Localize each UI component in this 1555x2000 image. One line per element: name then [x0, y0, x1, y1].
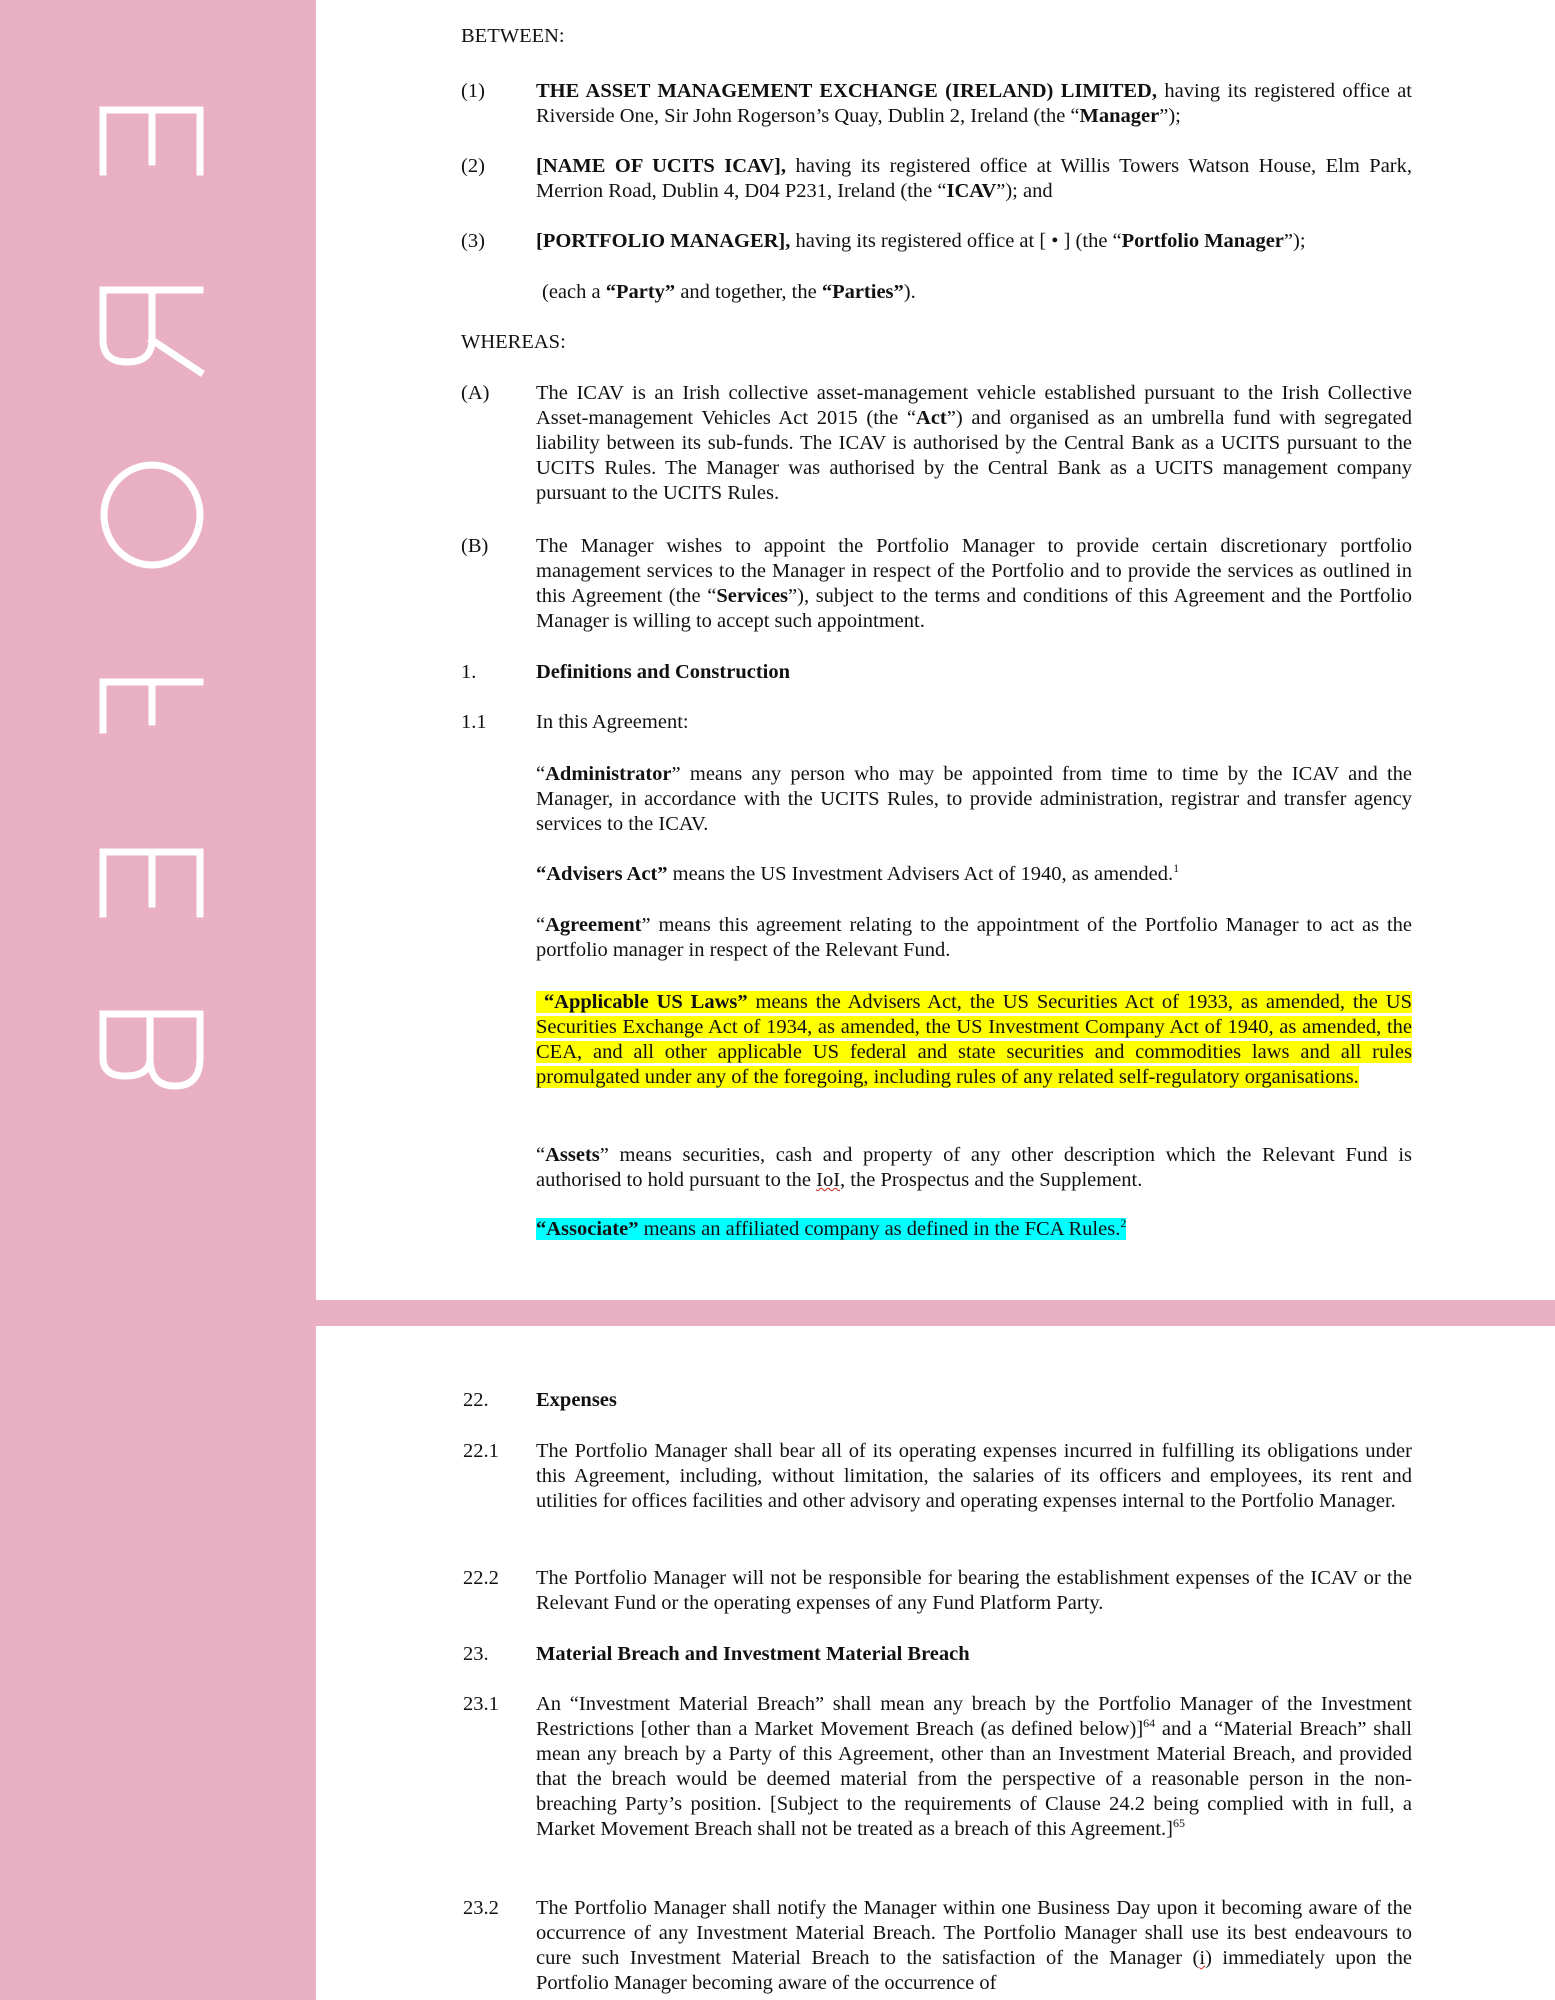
between-heading: BETWEEN:	[461, 25, 565, 47]
spellcheck-underline: IoI	[816, 1169, 841, 1191]
clause-22-1: 22.1 The Portfolio Manager shall bear all of its operating expenses incurred in fulfilling its obligations under this Agreement, including, without limitation, the salaries of its officers and employees, its rent and utilities for offices facilities and other advisory and operating expenses internal to the Portfolio Manager.	[463, 1440, 1412, 1512]
party-2: (2) [NAME OF UCITS ICAV], having its registered office at Willis Towers Watson House, Elm Park, Merrion Road, Dublin 4, D04 P231, Ireland (the “ICAV”); and	[461, 155, 1413, 202]
clause-23-2: 23.2 The Portfolio Manager shall notify the Manager within one Business Day upon it becoming aware of the occurrence of any Investment Material Breach. The Portfolio Manager shall use its best endeavours to cure such Investment Material Breach to the satisfaction of the Manager (i) immediately upon the Portfolio Manager becoming aware of the occurrence of	[463, 1897, 1412, 1994]
highlight-cyan: “Associate” means an affiliated company as defined in the FCA Rules.$^2$	[536, 1216, 1127, 1240]
recital-a: (A) The ICAV is an Irish collective asset-management vehicle established pursuant to the Irish Collective Asset-management Vehicles Act 2015 (the “Act”) and organised as an umbrella fund with segregated liability between its sub-funds. The ICAV is authorised by the Central Bank as a UCITS pursuant to the UCITS Rules. The Manager was authorised by the Central Bank as a UCITS management company pursuant to the UCITS Rules.	[461, 382, 1412, 504]
before-sidebar	[0, 0, 316, 2000]
definition-advisers-act: “Advisers Act” means the US Investment Advisers Act of 1940, as amended.$^1$	[536, 861, 1180, 885]
party-1: (1) THE ASSET MANAGEMENT EXCHANGE (IRELAND) LIMITED, having its registered office at Riverside One, Sir John Rogerson’s Quay, Dublin 2, Ireland (the “Manager”);	[461, 80, 1412, 127]
definition-associate	[536, 1217, 1412, 1242]
section-22-heading: 22. Expenses	[463, 1389, 617, 1411]
spellcheck-underline: i	[1199, 1947, 1206, 1969]
definition-assets: “Assets” means securities, cash and property of any other description which the Relevant Fund is authorised to hold pursuant to the IoI, the Prospectus and the Supplement.	[536, 1144, 1412, 1191]
clause-22-2: 22.2 The Portfolio Manager will not be responsible for bearing the establishment expenses of the ICAV or the Relevant Fund or the operating expenses of any Fund Platform Party.	[463, 1567, 1412, 1614]
document-page-1	[316, 0, 1555, 1300]
highlight-yellow: “Applicable US Laws” means the Advisers Act, the US Securities Act of 1933, as amended, the US Securities Exchange Act of 1934, as amended, the US Investment Company Act of 1940, as amended, the CEA, and all other applicable US federal and state securities and commodities laws and all rules promulgated under any of the foregoing, including rules of any related self-regulatory organisations.	[536, 991, 1412, 1088]
definition-agreement: “Agreement” means this agreement relating to the appointment of the Portfolio Manager to act as the portfolio manager in respect of the Relevant Fund.	[536, 914, 1412, 961]
party-3: (3) [PORTFOLIO MANAGER], having its registered office at [ • ] (the “Portfolio Manager”);	[461, 230, 1306, 252]
whereas-heading: WHEREAS:	[461, 331, 566, 353]
definition-administrator: “Administrator” means any person who may be appointed from time to time by the ICAV and the Manager, in accordance with the UCITS Rules, to provide administration, registrar and transfer agency services to the ICAV.	[536, 763, 1412, 835]
clause-1-1: 1.1 In this Agreement:	[461, 711, 689, 733]
before-label-graphic	[95, 100, 225, 1120]
definition-applicable-us-laws	[536, 990, 1412, 1090]
document-page-2	[316, 1326, 1555, 2000]
section-23-heading: 23. Material Breach and Investment Material Breach	[463, 1643, 970, 1665]
each-party-definition: (each a “Party” and together, the “Parties”).	[542, 281, 916, 303]
recital-b: (B) The Manager wishes to appoint the Portfolio Manager to provide certain discretionary portfolio management services to the Manager in respect of the Portfolio and to provide the services as outlined in this Agreement (the “Services”), subject to the terms and conditions of this Agreement and the Portfolio Manager is willing to accept such appointment.	[461, 535, 1412, 632]
clause-23-1: 23.1 An “Investment Material Breach” shall mean any breach by the Portfolio Manager of the Investment Restrictions [other than a Market Movement Breach (as defined below)]$^{64}$ and a “Material Breach” shall mean any breach by a Party of this Agreement, other than an Investment Material Breach, and provided that the breach would be deemed material from the perspective of a reasonable person in the non-breaching Party’s position. [Subject to the requirements of Clause 24.2 being complied with in full, a Market Movement Breach shall not be treated as a breach of this Agreement.]$^{65}$	[463, 1693, 1412, 1840]
section-1-heading: 1. Definitions and Construction	[461, 661, 791, 683]
